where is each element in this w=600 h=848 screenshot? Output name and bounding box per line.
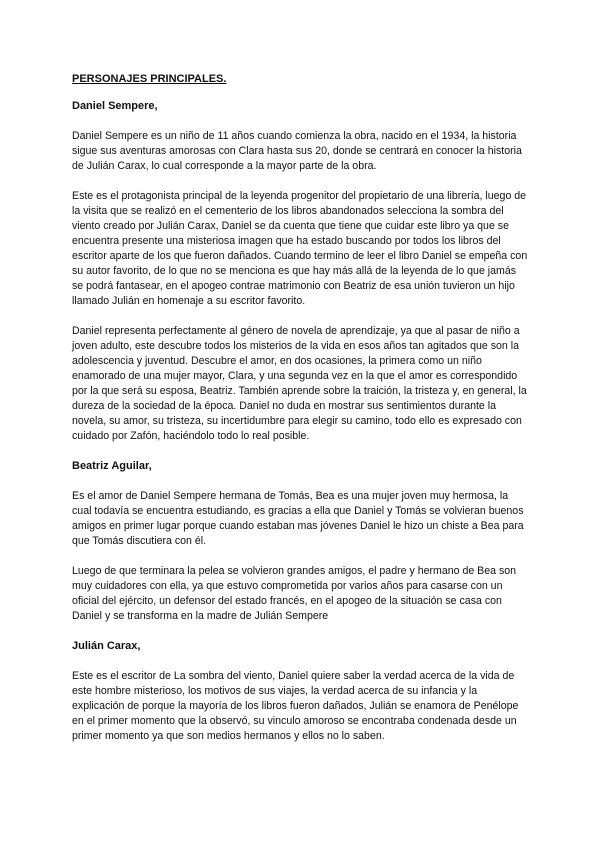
paragraph: Daniel Sempere es un niño de 11 años cuando comienza la obra, nacido en el 1934, la historia sigue sus aventuras amorosas con Clara hasta sus 20, donde se centrará en conocer la historia de Julián Carax, lo cual corresponde a la mayor parte de la obra. (72, 130, 522, 172)
character-name-beatriz: Beatriz Aguilar, (72, 460, 152, 472)
page-title: PERSONAJES PRINCIPALES. (72, 73, 227, 85)
document-page (72, 72, 528, 759)
section-daniel-sempere (72, 99, 528, 444)
paragraph: Luego de que terminara la pelea se volvieron grandes amigos, el padre y hermano de Bea son muy cuidadores con ella, ya que estuvo comprometida por varios años para casarse con un oficial del ejército, un defensor del estado francés, en el apogeo de la situación se casa con Daniel y se transforma en la madre de Julián Sempere (72, 565, 517, 622)
character-name-daniel: Daniel Sempere, (72, 100, 158, 112)
paragraph: Este es el escritor de La sombra del viento, Daniel quiere saber la verdad acerca de la vida de este hombre misterioso, los motivos de sus viajes, la verdad acerca de su infancia y la explicación de porque la mayoría de los libros fueron dañados, Julián se enamora de Penélope en el primer momento que la observó, su vinculo amoroso se encontraba condenada desde un primer momento ya que son medios hermanos y ellos no lo saben. (72, 670, 519, 742)
section-beatriz-aguilar (72, 459, 528, 624)
section-julian-carax (72, 639, 528, 744)
paragraph: Este es el protagonista principal de la leyenda progenitor del propietario de una librería, luego de la visita que se realizó en el cementerio de los libros abandonados selecciona la sombra del viento creado por Julián Carax, Daniel se da cuenta que tiene que cuidar este libro ya que se encuentra presente una misteriosa imagen que ha estado buscando por todos los libros del escritor aparte de los que fueron dañados. Cuando termino de leer el libro Daniel se empeña con su autor favorito, de lo que no se menciona es que hay más allá de la leyenda de lo que jamás se podrá fantasear, en el apogeo contrae matrimonio con Beatriz de esa unión tuvieron un hijo llamado Julián en homenaje a su escritor favorito. (72, 190, 528, 307)
paragraph: Daniel representa perfectamente al género de novela de aprendizaje, ya que al pasar de niño a joven adulto, este descubre todos los misterios de la vida en esos años tan agitados que son la adolescencia y juventud. Descubre el amor, en dos ocasiones, la primera como un niño enamorado de una mujer mayor, Clara, y una segunda vez en la que el amor es correspondido por la que será su esposa, Beatriz. También aprende sobre la traición, la tristeza y, en general, la dureza de la sociedad de la época. Daniel no duda en mostrar sus sentimientos durante la novela, su amor, su tristeza, su incertidumbre para elegir su camino, todo ello es expresado con cuidado por Zafón, haciéndolo todo lo real posible. (72, 325, 527, 442)
paragraph: Es el amor de Daniel Sempere hermana de Tomás, Bea es una mujer joven muy hermosa, la cual todavía se encuentra estudiando, es gracias a ella que Daniel y Tomás se volvieran buenos amigos en primer lugar porque cuando estaban mas jóvenes Daniel le hizo un chiste a Bea para que Tomás discutiera con él. (72, 490, 524, 547)
character-name-julian: Julián Carax, (72, 640, 141, 652)
